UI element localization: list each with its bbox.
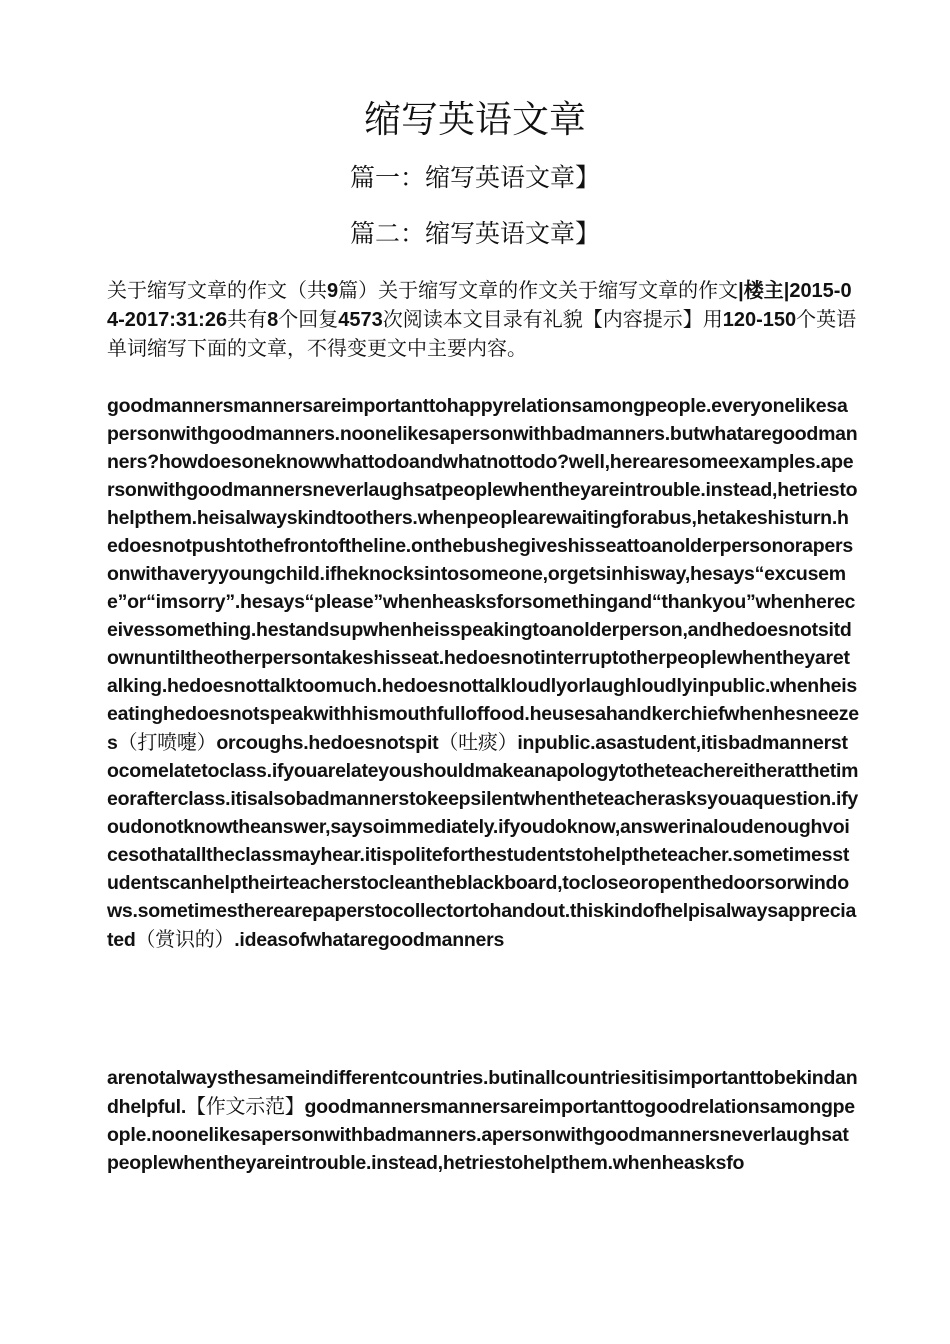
intro-post-meta: |楼主|2015-04-2017:31:26 [107,280,852,331]
article-text: orcoughs.hedoesnotspit [216,732,439,754]
intro-text: 篇）关于缩写文章的作文关于缩写文章的作文 [338,278,739,302]
sample-essay-label: 【作文示范】 [186,1094,305,1118]
intro-number: 120-150 [722,309,797,331]
intro-paragraph [107,276,859,362]
intro-number: 9 [327,280,339,302]
intro-number: 4573 [338,309,383,331]
intro-text: 次阅读本文目录有礼貌【内容提示】用 [382,307,723,331]
chinese-gloss: （打喷嚏） [117,730,217,754]
article-paragraph [107,392,859,954]
intro-text: 个回复 [278,307,339,331]
intro-text: 个英语单词缩写下面的文章，不得变更文中主要内容。 [107,307,857,360]
intro-text: 共有 [227,307,268,331]
article-text: inpublic.asastudent,itisbadmannerstocomelatetoclass.ifyouarelateyoushouldmakeanapologytotheteachereitheratthetimeorafterclass.itisalsobadmannerstokeepsilentwhentheteacherasksyouaquestion.ifyoudonotknowtheanswer,saysoimmediately.ifyoudoknow,answerinaloudenoughvoicesothatalltheclassmayhear.itispoliteforthestudentstohelptheteacher.sometimesstudentscanhelptheirteacherstocleantheblackboard,tocloseoropenthedoorsorwindows.sometimestherearepaperstocollectortohandout.thiskindofhelpisalwaysappreciated [107,732,859,951]
article-text: goodmannersmannersareimportanttogoodrelationsamongpeople.noonelikesapersonwithbadmanners.apersonwithgoodmannersneverlaughsatpeoplewhentheyareintrouble.instead,hetriestohelpthem.whenheasksfo [107,1096,855,1174]
subtitle-part-one: 篇一：缩写英语文章】 [349,163,600,192]
article-paragraph-continued [107,1064,859,1177]
article-text: arenotalwaysthesameindifferentcountries.butinallcountriesitisimportanttobekindandhelpful. [107,1067,858,1118]
article-text: goodmannersmannersareimportanttohappyrelationsamongpeople.everyonelikesapersonwithgoodmanners.noonelikesapersonwithbadmanners.butwhataregoodmanners?howdoesoneknowwhattodoandwhatnottodo?well,herearesomeexamples.apersonwithgoodmannersneverlaughsatpeoplewhentheyareintrouble.instead,hetriestohelpthem.heisalwayskindtoothers.whenpeoplearewaitingforabus,hetakeshisturn.hedoesnotpushtothefrontoftheline.onthebushegiveshisseattoanolderpersonorapersonwithaveryyoungchild.ifheknocksintosomeone,orgetsinhisway,hesays“excuseme”or“imsorry”.hesays“please”whenheasksforsomethingand“thankyou”whenhereceivessomething.hestandsupwhenheisspeakingtoanolderperson,andhedoesnotsitdownuntiltheotherpersontakeshisseat.hedoesnotinterruptotherpeoplewhentheyaretalking.hedoesnottalktoomuch.hedoesnottalkloudlyorlaughloudlyinpublic.whenheiseatinghedoesnotspeakwithhismouthfulloffood.heusesahandkerchiefwhenhesneezes [107,395,859,754]
intro-text: 关于缩写文章的作文（共 [107,278,327,302]
chinese-gloss: （赏识的） [135,927,235,951]
document-title: 缩写英语文章 [364,98,586,141]
article-text: .ideasofwhataregoodmanners [234,929,505,951]
subtitle-part-two: 篇二：缩写英语文章】 [349,219,600,248]
intro-number: 8 [267,309,279,331]
chinese-gloss: （吐痰） [438,730,518,754]
